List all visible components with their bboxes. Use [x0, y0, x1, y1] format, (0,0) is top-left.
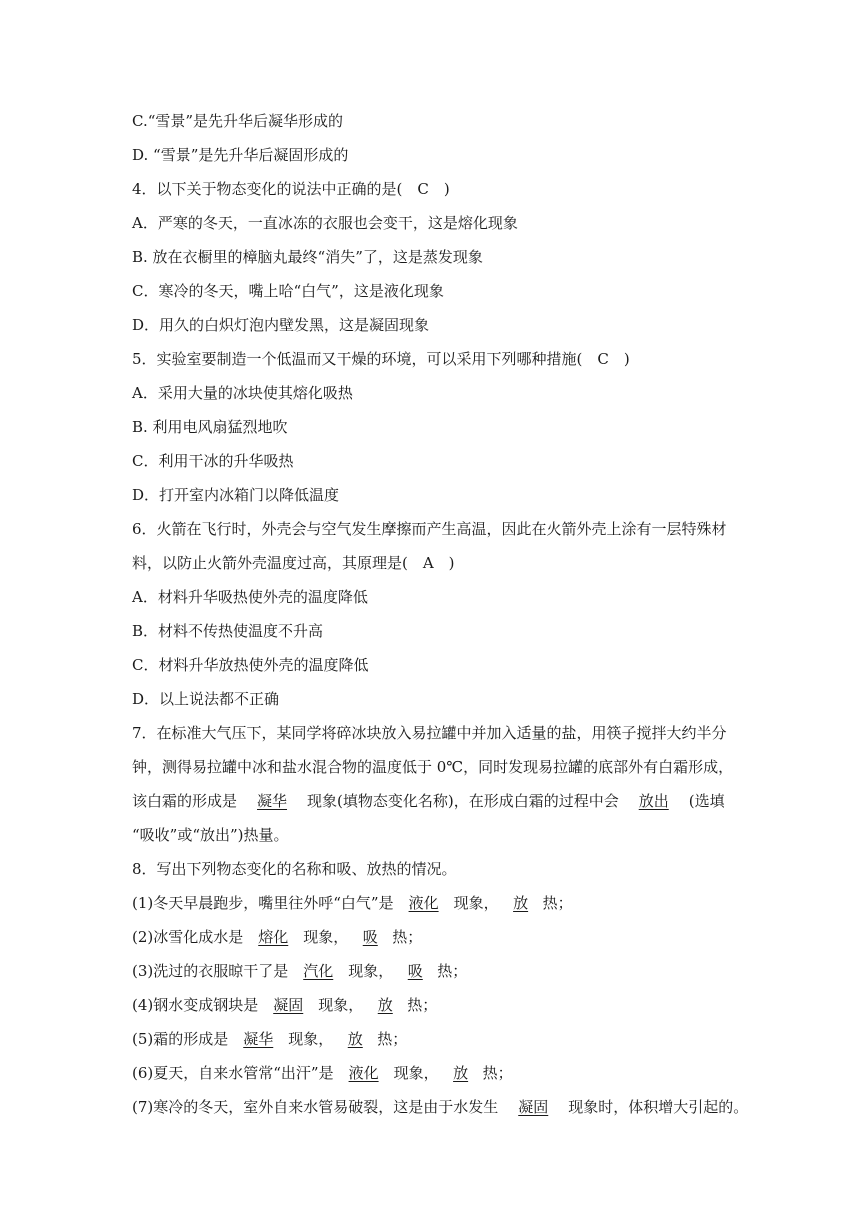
q6-option-c: C．材料升华放热使外壳的温度降低: [132, 656, 369, 674]
q8-item-7-text: (7)寒冷的冬天，室外自来水管易破裂，这是由于水发生: [132, 1098, 499, 1116]
q8-item-5-text: (5)霜的形成是: [132, 1030, 229, 1048]
q6-stem-line-1: 6．火箭在飞行时，外壳会与空气发生摩擦而产生高温，因此在火箭外壳上涂有一层特殊材: [132, 520, 727, 538]
q4-option-c: C．寒冷的冬天，嘴上哈“白气”，这是液化现象: [132, 282, 444, 300]
q8-item-3-answer-change: 汽化: [303, 962, 334, 980]
q8-item-3: [132, 958, 832, 992]
q8-item-2-answer-heat: 吸: [362, 928, 378, 946]
q8-item-7: [132, 1094, 832, 1128]
q8-item-2-answer-change: 熔化: [258, 928, 289, 946]
q8-item-6: [132, 1060, 832, 1094]
q4-option-d: D．用久的白炽灯泡内壁发黑，这是凝固现象: [132, 316, 430, 334]
q8-item-3-text: (3)洗过的衣服晾干了是: [132, 962, 289, 980]
q5-stem: 5．实验室要制造一个低温而又干燥的环境，可以采用下列哪种措施( C ): [132, 350, 630, 368]
worksheet-page: [132, 108, 832, 1128]
q7-answer-1: 凝华: [257, 792, 288, 810]
q8-item-6-text: (6)夏天，自来水管常“出汗”是: [132, 1064, 334, 1082]
q8-item-4-answer-heat: 放: [377, 996, 393, 1014]
q8-item-6-answer-change: 液化: [348, 1064, 379, 1082]
q8-item-4-text: (4)钢水变成钢块是: [132, 996, 259, 1014]
q8-item-1: [132, 890, 832, 924]
q4-option-a: A．严寒的冬天，一直冰冻的衣服也会变干，这是熔化现象: [132, 214, 518, 232]
q8-item-6-answer-heat: 放: [453, 1064, 469, 1082]
q3-option-c: C.“雪景”是先升华后凝华形成的: [132, 112, 344, 130]
q8-item-4-mid: 现象，: [318, 996, 364, 1014]
q6-stem-line-2: 料，以防止火箭外壳温度过高，其原理是( A ): [132, 554, 455, 572]
q8-item-2: [132, 924, 832, 958]
q8-item-1-text: (1)冬天早晨跑步，嘴里往外呼“白气”是: [132, 894, 394, 912]
q7-answer-2: 放出: [638, 792, 669, 810]
q8-item-7-post: 现象时，体积增大引起的。: [568, 1098, 749, 1116]
q8-item-6-post: 热；: [482, 1064, 513, 1082]
q7-text-pre: 该白霜的形成是: [132, 792, 238, 810]
q7-line-1: 7．在标准大气压下，某同学将碎冰块放入易拉罐中并加入适量的盐，用筷子搅拌大约半分: [132, 724, 727, 742]
q8-item-5-mid: 现象，: [288, 1030, 334, 1048]
q6-option-a: A．材料升华吸热使外壳的温度降低: [132, 588, 368, 606]
q5-option-a: A．采用大量的冰块使其熔化吸热: [132, 384, 353, 402]
q8-item-2-text: (2)冰雪化成水是: [132, 928, 244, 946]
q6-option-d: D．以上说法都不正确: [132, 690, 280, 708]
q8-stem: 8．写出下列物态变化的名称和吸、放热的情况。: [132, 860, 457, 878]
q8-item-2-mid: 现象，: [303, 928, 349, 946]
q8-item-3-post: 热；: [437, 962, 468, 980]
q8-item-7-answer: 凝固: [518, 1098, 549, 1116]
q7-line-4: “吸收”或“放出”)热量。: [132, 826, 289, 844]
q4-option-b: B. 放在衣橱里的樟脑丸最终“消失”了，这是蒸发现象: [132, 248, 483, 266]
q7-text-mid: 现象(填物态变化名称)，在形成白霜的过程中会: [307, 792, 619, 810]
q8-item-3-answer-heat: 吸: [407, 962, 423, 980]
q8-item-5-answer-change: 凝华: [243, 1030, 274, 1048]
q5-option-b: B. 利用电风扇猛烈地吹: [132, 418, 288, 436]
q7-text-post: (选填: [688, 792, 725, 810]
q8-item-3-mid: 现象，: [348, 962, 394, 980]
q8-item-1-answer-heat: 放: [513, 894, 529, 912]
q8-item-6-mid: 现象，: [393, 1064, 439, 1082]
q8-item-2-post: 热；: [392, 928, 423, 946]
q4-stem: 4．以下关于物态变化的说法中正确的是( C ): [132, 180, 450, 198]
q7-line-2: 钟，测得易拉罐中冰和盐水混合物的温度低于 0℃，同时发现易拉罐的底部外有白霜形成，: [132, 758, 734, 776]
q8-item-5-post: 热；: [377, 1030, 408, 1048]
q5-option-c: C．利用干冰的升华吸热: [132, 452, 294, 470]
q8-item-4: [132, 992, 832, 1026]
q6-option-b: B．材料不传热使温度不升高: [132, 622, 324, 640]
q8-item-1-mid: 现象，: [453, 894, 499, 912]
q7-line-3: [132, 788, 832, 822]
q8-item-1-answer-change: 液化: [408, 894, 439, 912]
q5-option-d: D．打开室内冰箱门以降低温度: [132, 486, 340, 504]
q3-option-d: D. “雪景”是先升华后凝固形成的: [132, 146, 349, 164]
q8-item-4-post: 热；: [407, 996, 438, 1014]
q8-item-5: [132, 1026, 832, 1060]
q8-item-4-answer-change: 凝固: [273, 996, 304, 1014]
q8-item-5-answer-heat: 放: [347, 1030, 363, 1048]
q8-item-1-post: 热；: [542, 894, 573, 912]
